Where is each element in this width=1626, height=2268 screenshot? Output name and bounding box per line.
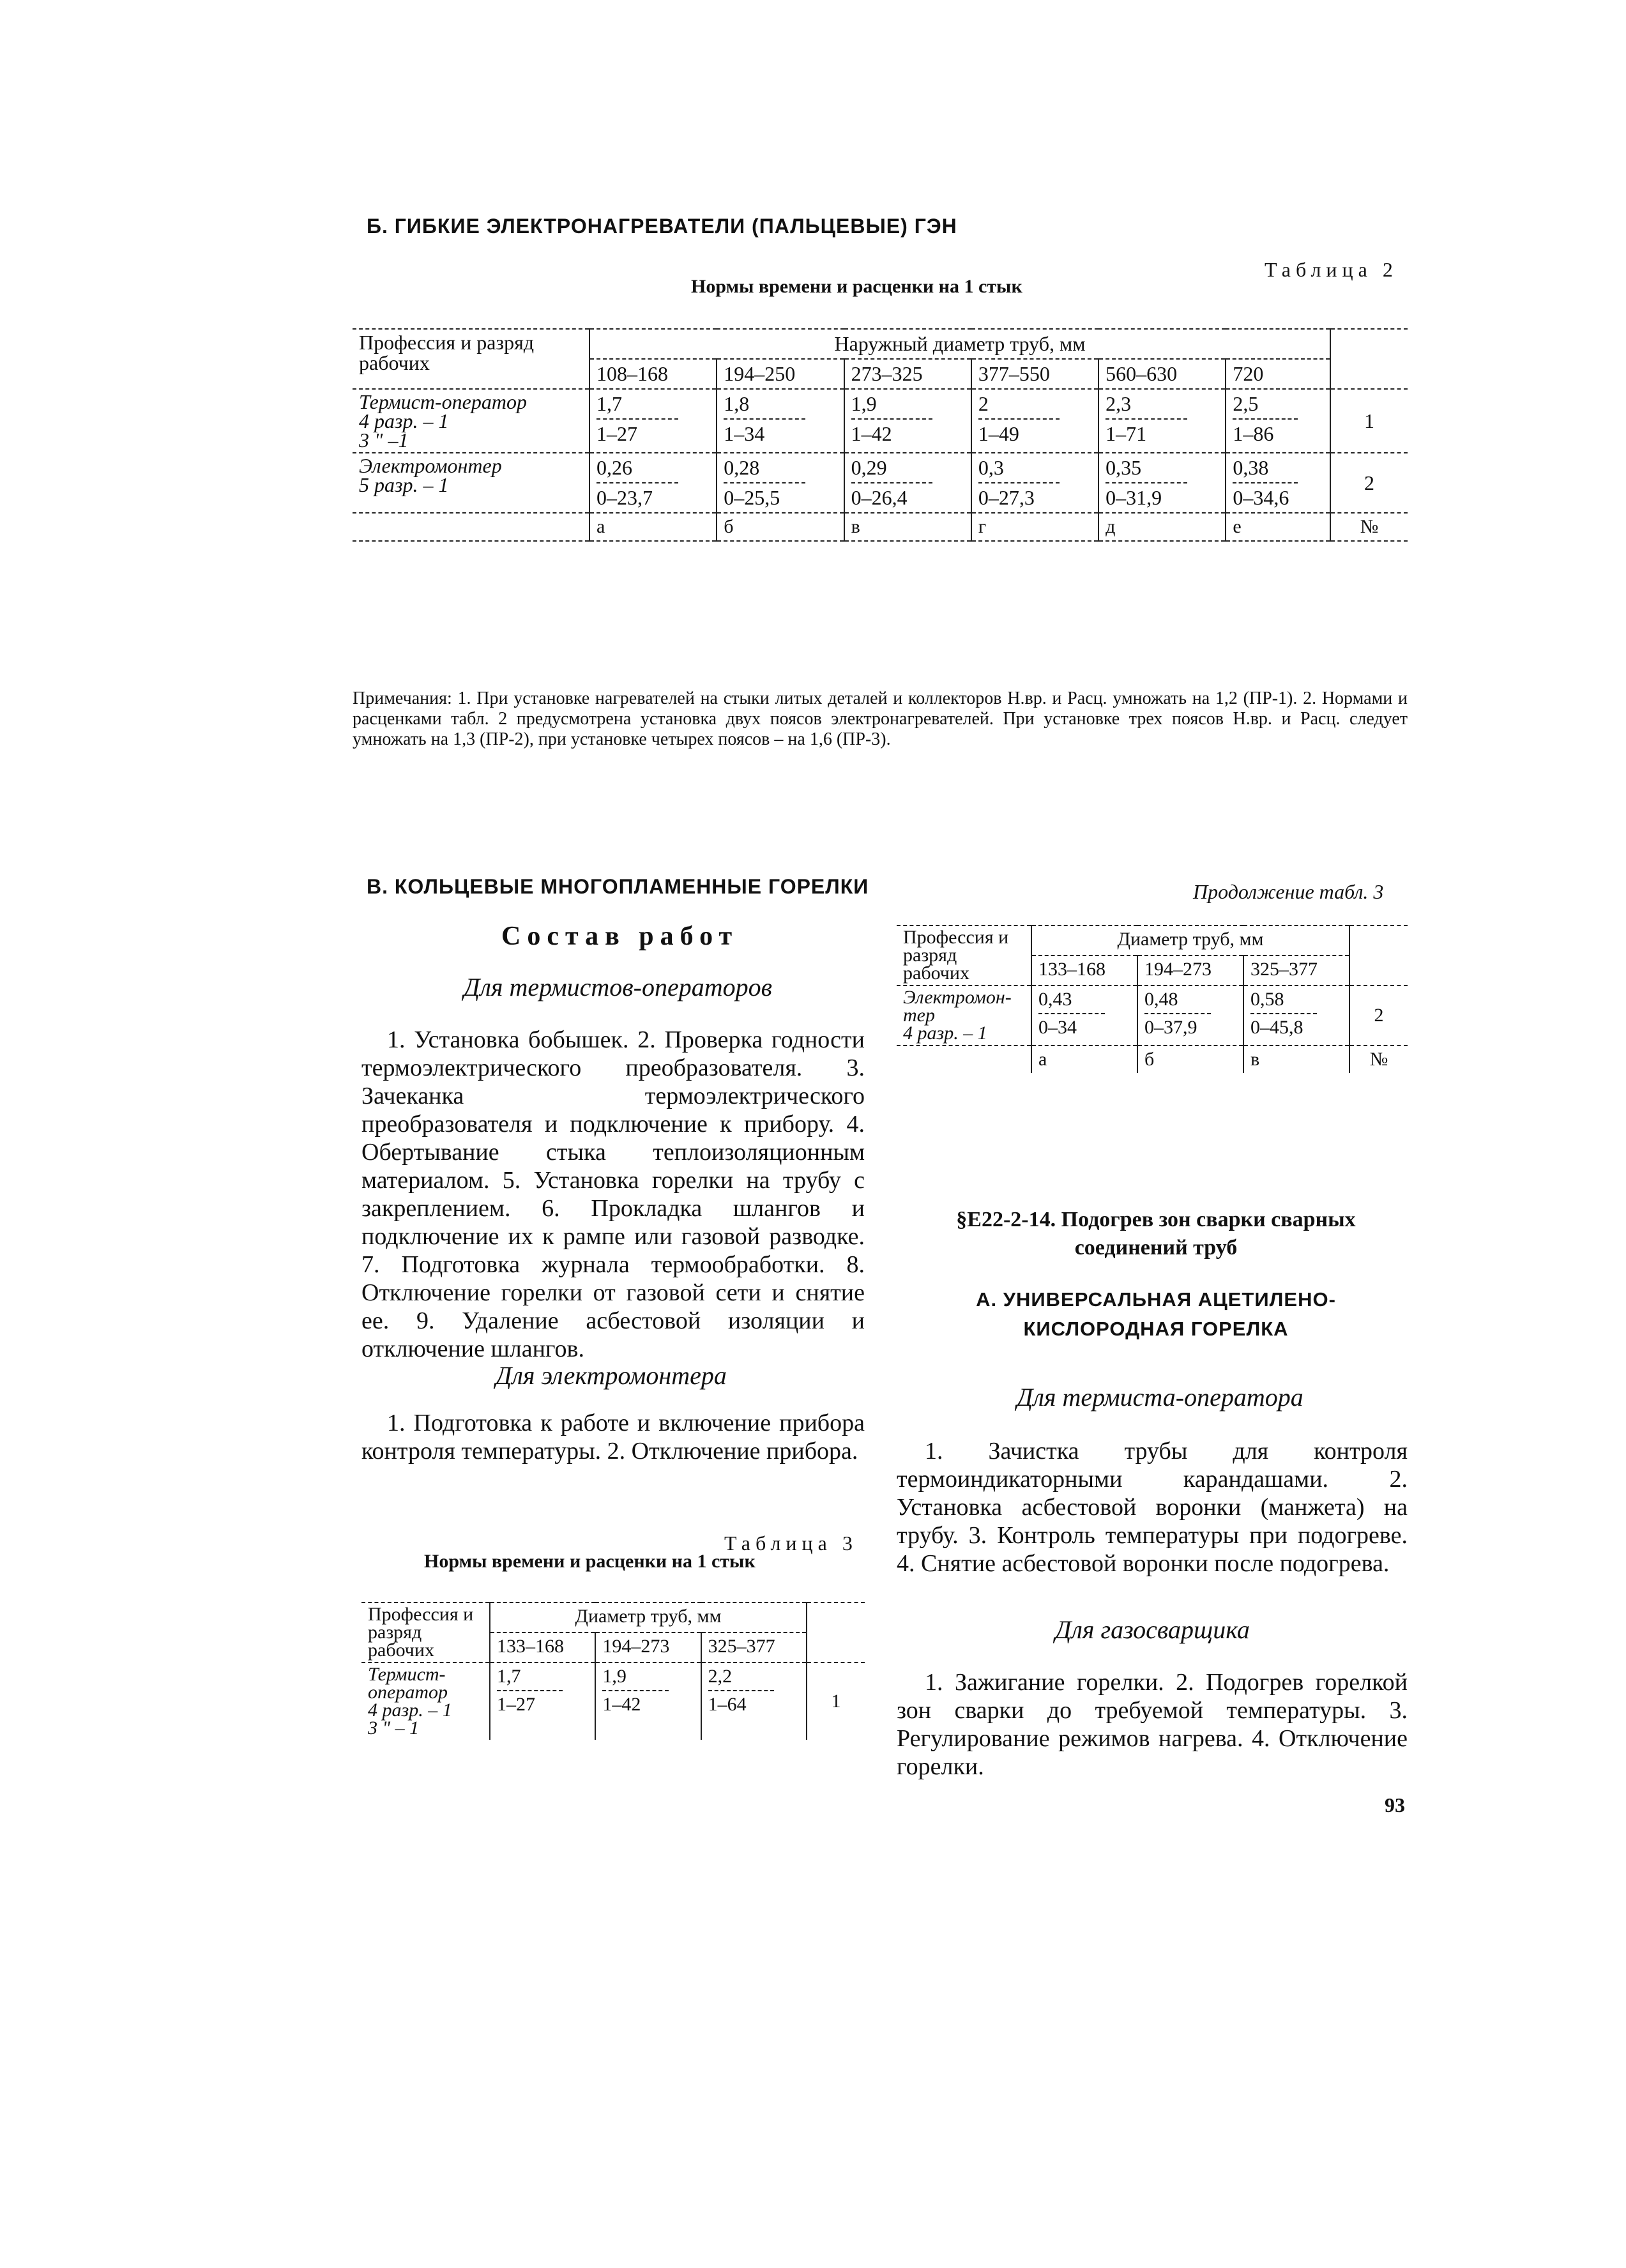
value-cell xyxy=(717,389,844,453)
column-letter: б xyxy=(1137,1046,1243,1073)
time-norm: 1,8 xyxy=(724,392,750,415)
profession-cell xyxy=(353,389,589,453)
time-norm: 0,35 xyxy=(1106,456,1142,479)
fraction-bar xyxy=(1144,1013,1211,1014)
profession-line: 5 разр. – 1 xyxy=(359,473,449,496)
profession-cell xyxy=(897,986,1031,1046)
column-header: 133–168 xyxy=(490,1633,595,1663)
value-cell xyxy=(717,453,844,513)
work-composition-title: Состав работ xyxy=(501,922,739,951)
column-letter: е xyxy=(1226,513,1330,541)
row-number: 1 xyxy=(1330,389,1408,453)
column-letter: г xyxy=(971,513,1098,541)
rate: 1–64 xyxy=(708,1694,747,1715)
row-number: 2 xyxy=(1330,453,1408,513)
table-2-notes: Примечания: 1. При установке нагревателей на стыки литых деталей и коллекторов Н.вр. и Расц. умножать на 1,2 (ПР-1). 2. Нормами и расценками табл. 2 предусмотрена установка двух поясов электронагревателей. При установке трех поясов Н.вр. и Расц. следует умножать на 1,3 (ПР-2), при установке четырех поясов – на 1,6 (ПР-3). xyxy=(353,689,1408,749)
profession-line: Электромон- xyxy=(903,987,1012,1008)
rate: 1–27 xyxy=(497,1694,535,1715)
value-cell xyxy=(1098,453,1226,513)
column-header: 108–168 xyxy=(589,359,717,389)
row-number: 2 xyxy=(1349,986,1408,1046)
value-cell xyxy=(490,1663,595,1740)
time-norm: 0,29 xyxy=(851,456,887,479)
number-col-spacer xyxy=(807,1602,865,1663)
value-cell xyxy=(701,1663,807,1740)
value-cell xyxy=(1226,453,1330,513)
rate: 1–27 xyxy=(596,422,637,445)
letter-row xyxy=(353,513,1408,541)
time-norm: 0,48 xyxy=(1144,989,1178,1010)
fraction-bar xyxy=(978,482,1060,483)
rate: 1–86 xyxy=(1233,422,1274,445)
time-norm: 0,58 xyxy=(1250,989,1284,1010)
fraction-bar xyxy=(1106,482,1187,483)
table-3-label: Таблица 3 xyxy=(724,1532,858,1555)
section-b-heading: Б. ГИБКИЕ ЭЛЕКТРОНАГРЕВАТЕЛИ (ПАЛЬЦЕВЫЕ) ГЭН xyxy=(367,215,957,238)
column-letter: а xyxy=(589,513,717,541)
time-norm: 1,9 xyxy=(602,1666,627,1687)
profession-line: оператор xyxy=(368,1682,448,1703)
paragraph-title: §Е22-2-14. Подогрев зон сварки сварных соединений труб xyxy=(956,1208,1356,1260)
fraction-bar xyxy=(851,418,933,420)
value-cell xyxy=(589,389,717,453)
time-norm: 0,26 xyxy=(596,456,632,479)
profession-line: 3 " – 1 xyxy=(368,1717,420,1739)
column-letter: д xyxy=(1098,513,1226,541)
column-letter: в xyxy=(844,513,971,541)
fraction-bar xyxy=(1233,482,1298,483)
time-norm: 2,3 xyxy=(1106,392,1132,415)
fraction-bar xyxy=(1106,418,1187,420)
time-norm: 0,28 xyxy=(724,456,760,479)
value-cell xyxy=(844,389,971,453)
profession-line: 4 разр. – 1 xyxy=(903,1023,987,1044)
table-row xyxy=(353,453,1408,513)
rate: 0–27,3 xyxy=(978,486,1035,509)
column-header: 273–325 xyxy=(844,359,971,389)
profession-line: Термист- xyxy=(368,1664,446,1685)
letter-row-spacer xyxy=(353,513,589,541)
page-number: 93 xyxy=(1385,1793,1405,1816)
time-norm: 2,5 xyxy=(1233,392,1259,415)
value-cell xyxy=(971,453,1098,513)
row-number: 1 xyxy=(807,1663,865,1740)
column-header: 194–250 xyxy=(717,359,844,389)
fraction-bar xyxy=(497,1690,563,1691)
time-norm: 1,7 xyxy=(596,392,622,415)
gas-welder-text: 1. Зажигание горелки. 2. Подогрев горелкой зон сварки до требуемой температуры. 3. Регулирование режимов нагрева. 4. Отключение горелки. xyxy=(897,1669,1408,1780)
subsection-a-heading: А. УНИВЕРСАЛЬНАЯ АЦЕТИЛЕНО-КИСЛОРОДНАЯ ГОРЕЛКА xyxy=(976,1288,1336,1340)
rate: 0–26,4 xyxy=(851,486,908,509)
table-3-continuation xyxy=(897,925,1408,1073)
thermist-operators-text: 1. Установка бобышек. 2. Проверка годности термоэлектрического преобразователя. 3. Зачеканка термоэлектрического преобразователя и подключение к прибору. 4. Обертывание стыка теплоизоляционным материалом. 5. Установка горелки на трубу с закреплением. 6. Прокладка шлангов и подключение их к рампе или газовой разводке. 7. Подготовка журнала термообработки. 8. Отключение горелки от газовой сети и снятие ее. 9. Удаление асбестовой изоляции и отключение шлангов. xyxy=(361,1026,865,1362)
electrician-title: Для электромонтера xyxy=(496,1361,727,1390)
value-cell xyxy=(1243,986,1349,1046)
value-cell xyxy=(1031,986,1137,1046)
value-cell xyxy=(595,1663,701,1740)
rate: 0–34,6 xyxy=(1233,486,1289,509)
column-letter: а xyxy=(1031,1046,1137,1073)
column-header: 194–273 xyxy=(595,1633,701,1663)
column-header: 325–377 xyxy=(1243,955,1349,986)
value-cell xyxy=(1226,389,1330,453)
letter-row-spacer xyxy=(897,1046,1031,1073)
section-v-heading: В. КОЛЬЦЕВЫЕ МНОГОПЛАМЕННЫЕ ГОРЕЛКИ xyxy=(367,875,869,898)
time-norm: 0,3 xyxy=(978,456,1004,479)
column-header: 133–168 xyxy=(1031,955,1137,986)
profession-cell xyxy=(361,1663,490,1740)
thermist-operators-title: Для термистов-операторов xyxy=(464,973,772,1001)
profession-line: Термист-оператор xyxy=(359,390,527,413)
time-norm: 2 xyxy=(978,392,989,415)
fraction-bar xyxy=(978,418,1060,420)
profession-cell xyxy=(353,453,589,513)
column-header: 325–377 xyxy=(701,1633,807,1663)
column-letter: в xyxy=(1243,1046,1349,1073)
table-2-label: Таблица 2 xyxy=(1265,258,1398,281)
rate: 1–42 xyxy=(602,1694,641,1715)
rate: 1–34 xyxy=(724,422,765,445)
rate: 0–31,9 xyxy=(1106,486,1162,509)
time-norm: 1,7 xyxy=(497,1666,521,1687)
profession-line: 3 " –1 xyxy=(359,429,409,452)
number-col-spacer xyxy=(1330,329,1408,389)
electrician-text: 1. Подготовка к работе и включение прибора контроля температуры. 2. Отключение прибора. xyxy=(361,1410,865,1465)
value-cell xyxy=(971,389,1098,453)
rate: 0–23,7 xyxy=(596,486,653,509)
rate: 1–42 xyxy=(851,422,892,445)
fraction-bar xyxy=(724,482,805,483)
table-row xyxy=(897,986,1408,1046)
time-norm: 0,43 xyxy=(1038,989,1072,1010)
profession-header: Профессия и разряд рабочих xyxy=(353,329,589,389)
time-norm: 2,2 xyxy=(708,1666,733,1687)
value-cell xyxy=(844,453,971,513)
column-header: 377–550 xyxy=(971,359,1098,389)
table-2-caption: Нормы времени и расценки на 1 стык xyxy=(691,276,1022,297)
rate: 1–71 xyxy=(1106,422,1147,445)
table-3-caption: Нормы времени и расценки на 1 стык xyxy=(424,1551,756,1572)
thermist-operator-title: Для термиста-оператора xyxy=(1017,1383,1303,1412)
letter-row xyxy=(897,1046,1408,1073)
profession-header: Профессия и разряд рабочих xyxy=(361,1602,490,1663)
column-header: 560–630 xyxy=(1098,359,1226,389)
profession-line: 4 разр. – 1 xyxy=(359,409,449,432)
thermist-operator-text: 1. Зачистка трубы для контроля термоиндикаторными карандашами. 2. Установка асбестовой воронки (манжета) на трубу. 3. Контроль температуры при подогреве. 4. Снятие асбестовой воронки после подогрева. xyxy=(897,1438,1408,1577)
number-header: № xyxy=(1349,1046,1408,1073)
fraction-bar xyxy=(1233,418,1298,420)
number-header: № xyxy=(1330,513,1408,541)
table-3 xyxy=(361,1602,865,1740)
table-row xyxy=(353,389,1408,453)
fraction-bar xyxy=(602,1690,668,1691)
rate: 0–45,8 xyxy=(1250,1017,1303,1038)
column-letter: б xyxy=(717,513,844,541)
table-row xyxy=(361,1663,865,1740)
value-cell xyxy=(1098,389,1226,453)
diameter-group-header: Наружный диаметр труб, мм xyxy=(589,329,1330,359)
rate: 1–49 xyxy=(978,422,1019,445)
gas-welder-title: Для газосварщика xyxy=(1055,1615,1250,1644)
column-header: 720 xyxy=(1226,359,1330,389)
diameter-group-header: Диаметр труб, мм xyxy=(490,1602,807,1633)
fraction-bar xyxy=(1250,1013,1317,1014)
profession-line: тер xyxy=(903,1005,935,1026)
rate: 0–34 xyxy=(1038,1017,1077,1038)
profession-line: Электромонтер xyxy=(359,454,502,477)
value-cell xyxy=(1137,986,1243,1046)
fraction-bar xyxy=(596,418,678,420)
value-cell xyxy=(589,453,717,513)
column-header: 194–273 xyxy=(1137,955,1243,986)
table-2 xyxy=(353,328,1408,542)
diameter-group-header: Диаметр труб, мм xyxy=(1031,925,1349,955)
fraction-bar xyxy=(851,482,933,483)
table-3-continuation-label: Продолжение табл. 3 xyxy=(1193,880,1384,903)
profession-line: 4 разр. – 1 xyxy=(368,1700,452,1721)
number-col-spacer xyxy=(1349,925,1408,986)
rate: 0–37,9 xyxy=(1144,1017,1197,1038)
fraction-bar xyxy=(596,482,678,483)
fraction-bar xyxy=(1038,1013,1105,1014)
fraction-bar xyxy=(724,418,805,420)
time-norm: 1,9 xyxy=(851,392,877,415)
profession-header: Профессия и разряд рабочих xyxy=(897,925,1031,986)
fraction-bar xyxy=(708,1690,774,1691)
time-norm: 0,38 xyxy=(1233,456,1269,479)
rate: 0–25,5 xyxy=(724,486,780,509)
